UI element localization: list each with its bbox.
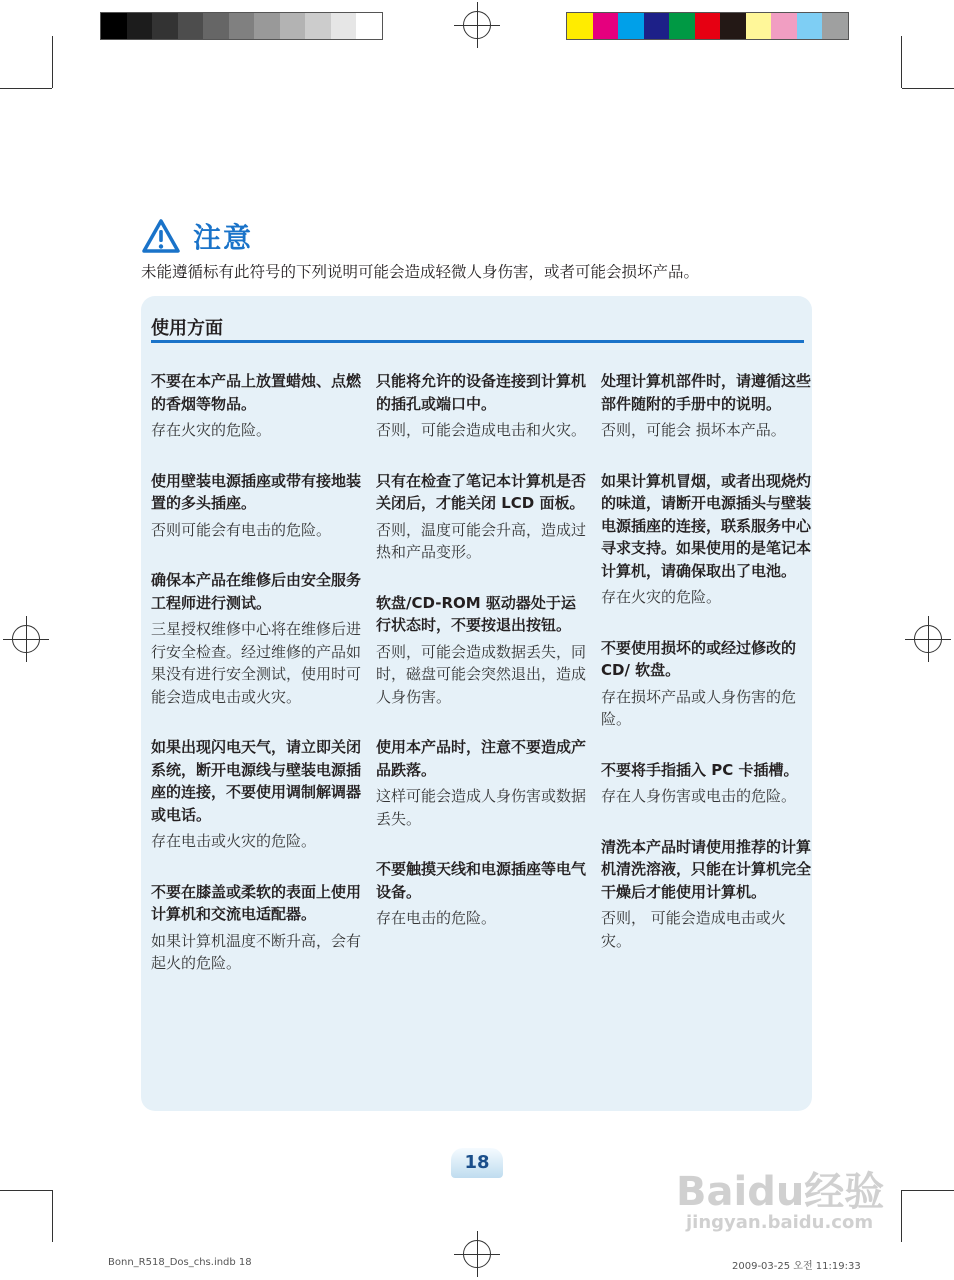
safety-item-heading: 确保本产品在维修后由安全服务工程师进行测试。 xyxy=(151,571,362,612)
safety-item xyxy=(151,881,361,975)
registration-mark-bottom xyxy=(463,1240,491,1268)
section-title: 使用方面 xyxy=(151,318,223,339)
notice-title: 注意 xyxy=(193,221,254,254)
safety-item-body: 存在电击或火灾的危险。 xyxy=(151,832,317,850)
safety-item-heading: 只能将允许的设备连接到计算机的插孔或端口中。 xyxy=(376,372,587,413)
safety-item-body: 存在电击的危险。 xyxy=(376,909,497,927)
crop-mark xyxy=(52,1190,53,1242)
column-2 xyxy=(376,370,586,958)
notice-subtitle: 未能遵循标有此符号的下列说明可能会造成轻微人身伤害，或者可能会损坏产品。 xyxy=(141,263,700,281)
safety-item-heading: 不要使用损坏的或经过修改的 CD/ 软盘。 xyxy=(601,638,797,679)
crop-mark xyxy=(902,1190,954,1191)
safety-item-body: 否则，可能会造成数据丢失，同时，磁盘可能会突然退出，造成人身伤害。 xyxy=(376,642,587,706)
gray-swatch xyxy=(280,13,306,39)
notice-header xyxy=(141,216,253,256)
crop-mark xyxy=(901,36,902,88)
page-number: 18 xyxy=(451,1148,503,1178)
safety-item-heading: 不要触摸天线和电源插座等电气设备。 xyxy=(376,860,587,901)
safety-item xyxy=(601,759,811,808)
gray-calibration-bar xyxy=(100,12,383,40)
safety-item xyxy=(376,736,586,830)
safety-item-heading: 不要将手指插入 PC 卡插槽。 xyxy=(601,760,799,779)
gray-swatch xyxy=(356,13,382,39)
safety-item-heading: 使用壁装电源插座或带有接地装置的多头插座。 xyxy=(151,471,362,512)
safety-item-body: 否则可能会有电击的危险。 xyxy=(151,520,332,539)
safety-item xyxy=(376,370,586,442)
safety-item-heading: 使用本产品时，注意不要造成产品跌落。 xyxy=(376,738,587,779)
color-swatch xyxy=(593,13,619,39)
safety-item xyxy=(601,470,811,609)
color-swatch xyxy=(771,13,797,39)
safety-item-heading: 清洗本产品时请使用推荐的计算机清洗溶液，只能在计算机完全干燥后才能使用计算机。 xyxy=(601,837,812,901)
color-swatch xyxy=(567,13,593,39)
color-calibration-bar xyxy=(566,12,849,40)
safety-item-heading: 只有在检查了笔记本计算机是否关闭后，才能关闭 LCD 面板。 xyxy=(376,471,587,512)
safety-item xyxy=(376,470,586,564)
gray-swatch xyxy=(254,13,280,39)
safety-item xyxy=(601,637,811,731)
safety-item xyxy=(376,858,586,930)
gray-swatch xyxy=(305,13,331,39)
safety-item-body: 否则，温度可能会升高，造成过热和产品变形。 xyxy=(376,520,587,561)
gray-swatch xyxy=(229,13,255,39)
column-1 xyxy=(151,370,361,1003)
color-swatch xyxy=(644,13,670,39)
color-swatch xyxy=(797,13,823,39)
gray-swatch xyxy=(203,13,229,39)
safety-item-body: 存在人身伤害或电击的危险。 xyxy=(601,787,797,805)
registration-mark-top xyxy=(463,11,491,39)
usage-panel xyxy=(141,296,812,1111)
safety-item xyxy=(151,736,361,853)
registration-mark-right xyxy=(914,625,942,653)
safety-item xyxy=(151,569,361,708)
gray-swatch xyxy=(101,13,127,39)
color-swatch xyxy=(669,13,695,39)
safety-item-body: 否则，可能会 损坏本产品。 xyxy=(601,421,786,439)
crop-mark xyxy=(902,88,954,89)
color-swatch xyxy=(695,13,721,39)
safety-item xyxy=(151,470,361,542)
safety-item-body: 否则，可能会造成电击和火灾。 xyxy=(376,421,587,439)
watermark-logo: Baidu经验 xyxy=(676,1169,885,1215)
safety-item xyxy=(601,836,811,953)
safety-item-body: 这样可能会造成人身伤害或数据丢失。 xyxy=(376,787,587,828)
safety-item-body: 存在火灾的危险。 xyxy=(601,588,722,606)
gray-swatch xyxy=(152,13,178,39)
gray-swatch xyxy=(127,13,153,39)
footer-file-info: Bonn_R518_Dos_chs.indb 18 xyxy=(108,1257,252,1268)
crop-mark xyxy=(0,1190,52,1191)
color-swatch xyxy=(746,13,772,39)
color-swatch xyxy=(822,13,848,39)
safety-item-body: 否则， 可能会造成电击或火灾。 xyxy=(601,909,786,950)
color-swatch xyxy=(720,13,746,39)
safety-item-heading: 软盘/CD-ROM 驱动器处于运行状态时，不要按退出按钮。 xyxy=(376,593,576,634)
safety-item-heading: 不要在膝盖或柔软的表面上使用计算机和交流电适配器。 xyxy=(151,882,362,923)
crop-mark xyxy=(901,1190,902,1242)
safety-item-heading: 处理计算机部件时，请遵循这些部件随附的手册中的说明。 xyxy=(601,372,812,413)
crop-mark xyxy=(0,88,52,89)
color-swatch xyxy=(618,13,644,39)
warning-triangle-icon xyxy=(141,218,181,254)
safety-item-body: 存在损坏产品或人身伤害的危险。 xyxy=(601,687,797,728)
safety-item-heading: 如果出现闪电天气，请立即关闭系统，断开电源线与壁装电源插座的连接，不要使用调制解调器或电话。 xyxy=(151,738,362,824)
safety-item xyxy=(601,370,811,442)
safety-item-body: 存在火灾的危险。 xyxy=(151,421,272,439)
safety-item-body: 三星授权维修中心将在维修后进行安全检查。经过维修的产品如果没有进行安全测试，使用时可能会造成电击或火灾。 xyxy=(151,620,362,706)
gray-swatch xyxy=(178,13,204,39)
safety-item-heading: 不要在本产品上放置蜡烛、点燃的香烟等物品。 xyxy=(151,372,362,413)
section-divider xyxy=(151,340,804,343)
registration-mark-left xyxy=(12,625,40,653)
gray-swatch xyxy=(331,13,357,39)
safety-item-body: 如果计算机温度不断升高，会有起火的危险。 xyxy=(151,931,362,972)
watermark-url: jingyan.baidu.com xyxy=(686,1212,874,1233)
crop-mark xyxy=(52,36,53,88)
safety-item xyxy=(151,370,361,442)
footer-timestamp: 2009-03-25 오전 11:19:33 xyxy=(732,1261,861,1272)
column-3 xyxy=(601,370,811,980)
safety-item-heading: 如果计算机冒烟，或者出现烧灼的味道，请断开电源插头与壁装电源插座的连接，联系服务中心寻求支持。如果使用的是笔记本计算机，请确保取出了电池。 xyxy=(601,471,812,580)
safety-item xyxy=(376,592,586,709)
